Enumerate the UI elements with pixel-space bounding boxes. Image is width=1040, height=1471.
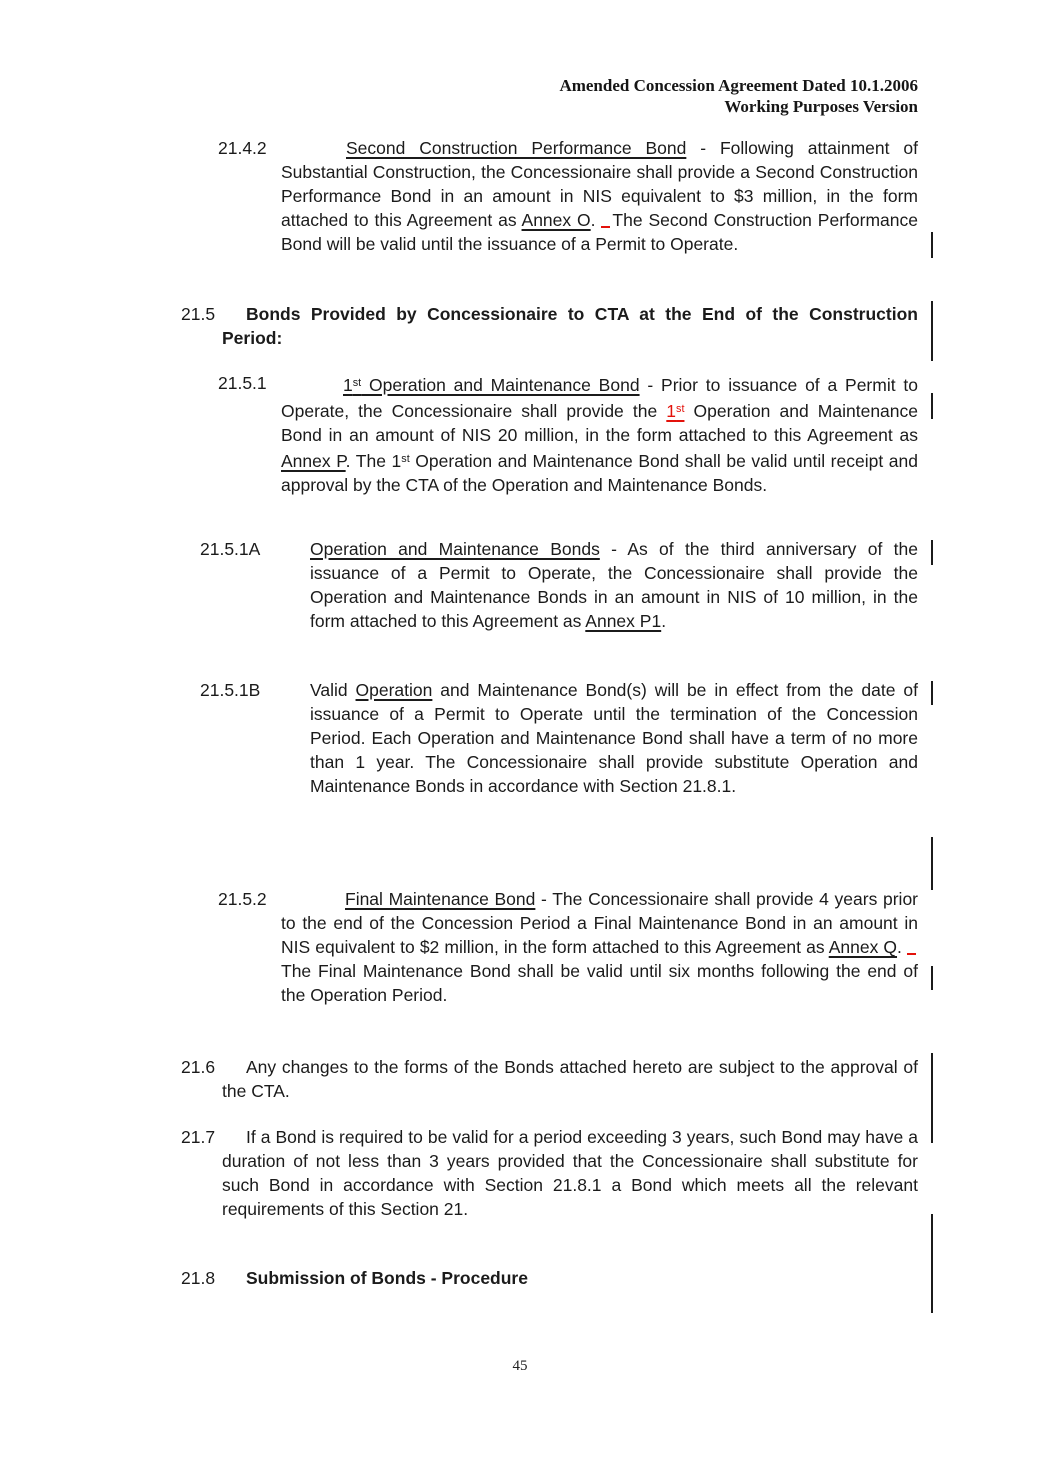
text-run: Operation and Maintenance Bond in an amount of NIS 20 million, in the form attached to this Agreement as: [281, 400, 918, 445]
text-run: Valid: [310, 680, 356, 700]
section-heading: [222, 302, 918, 350]
text-run: - Prior to issuance of a Permit to Operate, the Concessionaire shall provide the: [281, 374, 918, 421]
section-text: [222, 1125, 918, 1221]
document-header: [0, 75, 918, 117]
text-run: Submission of Bonds - Procedure: [246, 1268, 528, 1288]
text-run: st: [676, 402, 685, 415]
section-21-5-1b: [0, 678, 1040, 798]
text-run: - As of the third anniversary of the issuance of a Permit to Operate, the Concessionaire shall provide the Operation and Maintenance Bonds in an amount in NIS of 10 million, in the form attached to this Agreement as: [310, 539, 918, 631]
section-text: [281, 887, 918, 1007]
text-run: [666, 401, 684, 421]
revision-bar: [931, 1053, 933, 1143]
section-21-5: [0, 302, 1040, 350]
text-run: Annex P1: [585, 611, 662, 631]
text-run: st: [352, 377, 362, 389]
section-heading: [246, 1266, 918, 1290]
section-number: 21.7: [181, 1127, 216, 1147]
revision-bar: [931, 837, 933, 890]
section-21-5-1a: [0, 537, 1040, 633]
section-21-8: [0, 1266, 1040, 1290]
text-run: .: [590, 210, 602, 230]
page-number: 45: [512, 1358, 528, 1374]
text-run: .: [897, 937, 907, 957]
text-run: Operation and Maintenance Bond: [361, 374, 640, 395]
section-number: 21.6: [181, 1057, 216, 1077]
section-number: 21.5.1B: [200, 680, 261, 700]
text-run: Second Construction Performance Bond: [346, 138, 687, 158]
section-text: [281, 371, 918, 497]
text-run: st: [401, 452, 410, 465]
revision-bar: [931, 540, 933, 565]
section-number: 21.5.1: [218, 373, 267, 393]
text-run: Annex P: [281, 450, 346, 471]
text-run: If a Bond is required to be valid for a period exceeding 3 years, such Bond may have a duration of not less than 3 years provided that the Concessionaire shall substitute for such Bond in accordance with Section 21.8.1 a Bond which meets all the relevant requirements of this Section 21.: [222, 1127, 918, 1219]
section-21-5-2: [0, 887, 1040, 1007]
revision-underscore-mark: [601, 214, 610, 228]
revision-bar: [931, 966, 933, 990]
header-title-line: Amended Concession Agreement Dated 10.1.2006: [559, 76, 918, 95]
revision-bar: [931, 232, 933, 258]
text-run: The Second Construction Performance Bond will be valid until the issuance of a Permit to Operate.: [281, 210, 918, 254]
text-run: and Maintenance Bond(s) will be in effect from the date of issuance of a Permit to Operate until the termination of the Concession Period. Each Operation and Maintenance Bond shall have a term of no more than 1 year. The Concessionaire shall provide substitute Operation and Maintenance Bonds in accordance with Section 21.8.1.: [310, 680, 918, 796]
revision-bar: [931, 301, 933, 361]
text-run: 1: [343, 374, 353, 395]
section-number: 21.5.2: [218, 889, 267, 909]
section-number: 21.8: [181, 1268, 216, 1288]
text-run: .: [661, 611, 667, 631]
revision-bar: [931, 393, 933, 419]
section-number: 21.5: [181, 304, 216, 324]
text-run: 1: [666, 400, 677, 421]
text-run: Operation and Maintenance Bond shall be valid until receipt and approval by the CTA of the Operation and Maintenance Bonds.: [281, 450, 918, 495]
text-run: . The: [345, 450, 392, 471]
section-text: [310, 537, 918, 633]
section-21-4-2: [0, 136, 1040, 256]
text-run: Operation and Maintenance Bonds: [310, 539, 600, 559]
section-21-6: [0, 1055, 1040, 1103]
section-number: 21.4.2: [218, 138, 267, 158]
text-run: Any changes to the forms of the Bonds attached hereto are subject to the approval of the CTA.: [222, 1057, 918, 1101]
revision-underscore-mark: [907, 941, 916, 955]
text-run: Annex O: [521, 210, 591, 230]
header-version-line: Working Purposes Version: [724, 97, 918, 116]
text-run: Final Maintenance Bond: [345, 889, 536, 909]
section-text: [222, 1055, 918, 1103]
text-run: 1: [391, 450, 402, 471]
revision-bar: [931, 1214, 933, 1313]
revision-bar: [931, 681, 933, 705]
text-run: - The Concessionaire shall provide 4 years prior to the end of the Concession Period a Final Maintenance Bond in an amount in NIS equivalent to $2 million, in the form attached to this Agreement as: [281, 889, 919, 957]
text-run: Annex Q: [828, 937, 898, 957]
text-run: Bonds Provided by Concessionaire to CTA at the End of the Construction Period:: [222, 304, 918, 348]
text-run: The Final Maintenance Bond shall be valid until six months following the end of the Operation Period.: [281, 961, 918, 1005]
text-run: - Following attainment of Substantial Construction, the Concessionaire shall provide a Second Construction Performance Bond in an amount in NIS equivalent to $3 million, in the form attached to this Agreement as: [281, 138, 918, 230]
section-21-5-1: [0, 371, 1040, 497]
section-number: 21.5.1A: [200, 539, 261, 559]
text-run: [343, 375, 640, 395]
section-text: [310, 678, 918, 798]
section-21-7: [0, 1125, 1040, 1221]
text-run: Operation: [355, 680, 433, 700]
section-text: [281, 136, 918, 256]
